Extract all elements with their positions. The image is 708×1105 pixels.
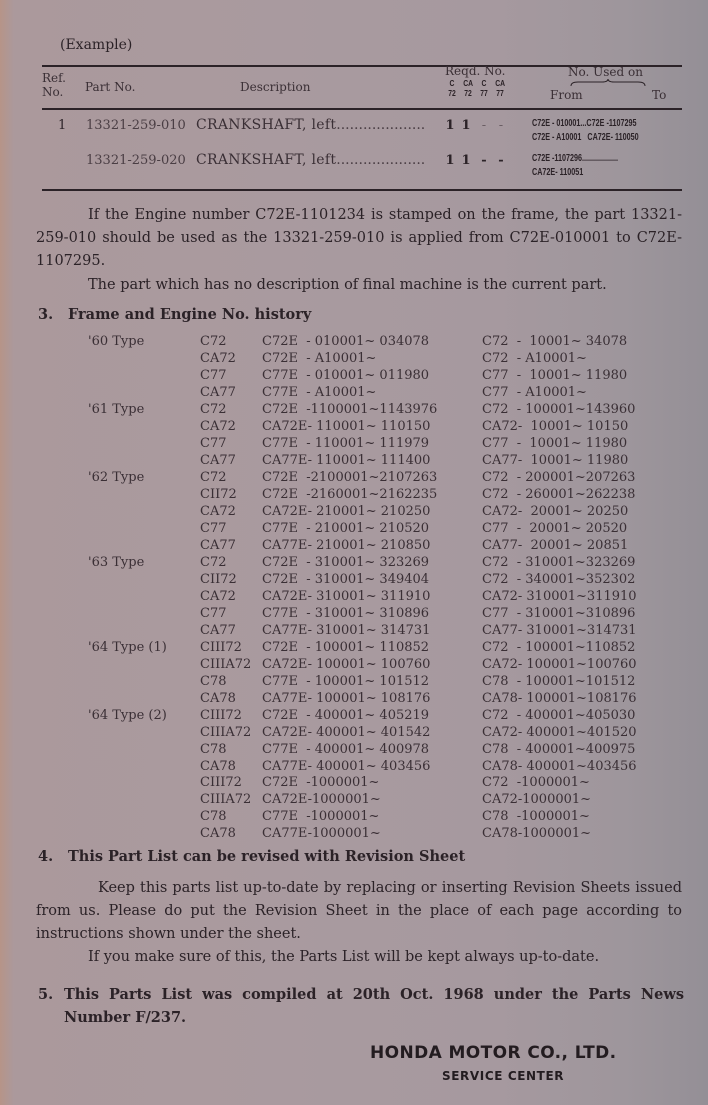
row-2-qty-ca77: - [498, 153, 504, 168]
row-2-part-no: 13321-259-020 [86, 153, 186, 168]
history-engine-no: C72E - 100001~ 110852 [262, 640, 430, 656]
header-ref-no: Ref. No. [42, 71, 66, 99]
history-engine-no: C77E - 110001~ 111979 [262, 435, 430, 451]
history-frame-no: CA72- 400001~401520 [482, 724, 637, 740]
history-type: '60 Type [88, 334, 145, 349]
history-type: '64 Type (1) [88, 640, 167, 656]
row-2-qty-c72: 1 [445, 153, 455, 168]
row-2-used-on: C72E -1107296.................. CA72E- 110051 [532, 153, 619, 178]
history-model: C77 [200, 520, 227, 536]
history-type: '61 Type [88, 402, 145, 418]
history-frame-no: C72 -1000001~ [482, 775, 590, 791]
header-no-used-on: No. Used on [568, 65, 643, 79]
history-model: C77 [200, 435, 227, 451]
history-frame-no: C78 - 400001~400975 [482, 741, 636, 757]
row-2-qty-c77: - [481, 153, 487, 168]
current-part-note: The part which has no description of final machine is the current part. [88, 277, 607, 293]
history-engine-no: C72E - 310001~ 323269 [262, 555, 430, 571]
history-frame-no: C72 - A10001~ [482, 350, 587, 366]
history-frame-no: CA72- 310001~311910 [482, 589, 637, 604]
history-engine-no: C72E -2160001~2162235 [262, 487, 438, 503]
history-engine-no: C72E - A10001~ [262, 350, 377, 366]
history-frame-no: CA77- 20001~ 20851 [482, 537, 629, 553]
history-engine-no: C77E - 310001~ 310896 [262, 605, 430, 621]
department-name: SERVICE CENTER [442, 1069, 565, 1083]
reqd-col-c77: C 77 [480, 78, 488, 98]
history-model: CII72 [200, 487, 237, 503]
history-frame-no: C72 - 200001~207263 [482, 470, 636, 486]
history-engine-no: C72E - 010001~ 034078 [262, 334, 430, 349]
history-model: CA72 [200, 504, 236, 519]
history-engine-no: C72E - 400001~ 405219 [262, 707, 430, 723]
row-1-qty-ca77: - [498, 118, 504, 133]
history-frame-no: C77 - 10001~ 11980 [482, 435, 628, 451]
history-model: C77 [200, 367, 227, 383]
history-model: CIIIA72 [200, 657, 252, 673]
history-model: CA78 [200, 826, 236, 842]
history-frame-no: C72 - 10001~ 34078 [482, 334, 628, 349]
history-frame-no: CA78-1000001~ [482, 826, 592, 842]
history-engine-no: C72E -2100001~2107263 [262, 470, 438, 486]
history-frame-no: C77 - 20001~ 20520 [482, 520, 628, 536]
history-model: C77 [200, 605, 227, 621]
revision-instructions: Keep this parts list up-to-date by replacing or inserting Revision Sheets issued from us. Please do put the Revision Sheet in the place of each page according to instructions shown under the sheet. [36, 880, 682, 942]
history-model: C78 [200, 674, 227, 689]
history-engine-no: CA77E- 400001~ 403456 [262, 758, 431, 774]
history-model: C72 [200, 470, 227, 486]
history-model: CA77 [200, 452, 236, 468]
row-2-qty-ca72: 1 [461, 153, 471, 168]
row-1-ref: 1 [58, 118, 67, 133]
row-1-part-no: 13321-259-010 [86, 118, 186, 133]
history-frame-no: CA78- 400001~403456 [482, 758, 637, 774]
history-frame-no: C72 - 310001~323269 [482, 555, 636, 571]
section-5: 5. This Parts List was compiled at 20th Oct. 1968 under the Parts News Number F/237. [38, 986, 684, 1026]
row-1-used-on: C72E - 010001...C72E -1107295 C72E - A10001 CA72E- 110050 [532, 118, 639, 143]
example-explanation: If the Engine number C72E-1101234 is stamped on the frame, the part 13321-259-010 should be used as the 13321-259-010 is applied from C72E-010001 to C72E-1107295. [36, 207, 682, 269]
history-model: C78 [200, 741, 227, 757]
history-engine-no: CA72E- 100001~ 100760 [262, 657, 431, 673]
history-engine-no: C72E -1100001~1143976 [262, 402, 438, 418]
header-description: Description [240, 80, 311, 94]
history-frame-no: CA72- 100001~100760 [482, 657, 637, 673]
brace-icon [570, 79, 646, 87]
history-engine-no: C72E -1000001~ [262, 775, 380, 791]
history-engine-no: C72E - 310001~ 349404 [262, 572, 430, 588]
row-1-description: CRANKSHAFT, left.................... [196, 117, 426, 133]
history-frame-no: C77 - A10001~ [482, 384, 587, 400]
history-engine-no: CA72E- 210001~ 210250 [262, 504, 431, 519]
history-model: CA78 [200, 690, 236, 706]
history-model: C72 [200, 555, 227, 571]
history-type: '62 Type [88, 470, 145, 486]
history-frame-no: CA78- 100001~108176 [482, 690, 637, 706]
history-frame-no: C77 - 10001~ 11980 [482, 367, 628, 383]
history-model: CA77 [200, 384, 236, 400]
history-frame-no: C72 - 100001~110852 [482, 640, 636, 656]
header-reqd-no: Reqd. No. [445, 64, 506, 78]
reqd-col-ca77: CA 77 [495, 78, 506, 98]
reqd-col-c72: C 72 [448, 78, 456, 98]
history-engine-no: CA72E-1000001~ [262, 792, 381, 808]
history-frame-no: CA77- 310001~314731 [482, 622, 637, 638]
reqd-model-columns [446, 78, 506, 98]
row-2-description: CRANKSHAFT, left.................... [196, 152, 426, 168]
history-engine-no: CA77E- 110001~ 111400 [262, 452, 431, 468]
history-frame-no: C78 -1000001~ [482, 809, 590, 825]
reqd-col-ca72: CA 72 [463, 78, 474, 98]
history-engine-no: C77E -1000001~ [262, 809, 380, 825]
history-model: CA72 [200, 350, 236, 366]
history-model: CIII72 [200, 640, 242, 656]
section-4-heading: 4. This Part List can be revised with Revision Sheet [38, 848, 466, 865]
history-model: C72 [200, 334, 227, 349]
history-frame-no: C72 - 400001~405030 [482, 707, 636, 723]
table-header-rule [42, 108, 682, 110]
table-bottom-rule [42, 189, 682, 191]
history-frame-no: C72 - 100001~143960 [482, 402, 636, 418]
history-engine-no: CA77E-1000001~ [262, 826, 381, 842]
row-1-qty-c72: 1 [445, 118, 455, 133]
history-model: CA77 [200, 537, 236, 553]
row-1-qty-c77: - [481, 118, 487, 133]
history-frame-no: CA77- 10001~ 11980 [482, 452, 629, 468]
history-frame-no: C77 - 310001~310896 [482, 605, 636, 621]
history-engine-no: CA77E- 100001~ 108176 [262, 690, 431, 706]
history-engine-no: CA72E- 400001~ 401542 [262, 724, 431, 740]
history-model: CIIIA72 [200, 724, 252, 740]
section-3-heading: 3. Frame and Engine No. history [38, 306, 312, 323]
history-engine-no: C77E - 100001~ 101512 [262, 674, 430, 689]
history-type: '63 Type [88, 555, 145, 571]
history-model: CA77 [200, 622, 236, 638]
history-frame-no: C72 - 340001~352302 [482, 572, 636, 588]
header-to: To [652, 88, 667, 102]
header-from: From [550, 88, 583, 102]
history-frame-no: C78 - 100001~101512 [482, 674, 636, 689]
history-model: CII72 [200, 572, 237, 588]
history-frame-no: C72 - 260001~262238 [482, 487, 636, 503]
history-frame-no: CA72- 20001~ 20250 [482, 504, 629, 519]
history-engine-no: C77E - 210001~ 210520 [262, 520, 430, 536]
history-model: CIII72 [200, 775, 242, 791]
history-engine-no: CA77E- 310001~ 314731 [262, 622, 431, 638]
revision-note: If you make sure of this, the Parts List will be kept always up-to-date. [88, 949, 600, 965]
example-label: (Example) [60, 37, 133, 53]
header-part-no: Part No. [85, 80, 136, 94]
history-model: CIII72 [200, 707, 242, 723]
history-model: CA78 [200, 758, 236, 774]
history-engine-no: CA72E- 110001~ 110150 [262, 419, 431, 434]
history-model: C78 [200, 809, 227, 825]
company-name: HONDA MOTOR CO., LTD. [370, 1043, 617, 1063]
history-model: C72 [200, 402, 227, 418]
history-engine-no: C77E - 010001~ 011980 [262, 367, 430, 383]
history-frame-no: CA72- 10001~ 10150 [482, 419, 629, 434]
row-1-qty-ca72: 1 [461, 118, 471, 133]
history-type: '64 Type (2) [88, 707, 167, 723]
history-engine-no: CA72E- 310001~ 311910 [262, 589, 431, 604]
history-engine-no: C77E - A10001~ [262, 384, 377, 400]
history-engine-no: CA77E- 210001~ 210850 [262, 537, 431, 553]
history-model: CA72 [200, 589, 236, 604]
history-model: CA72 [200, 419, 236, 434]
history-model: CIIIA72 [200, 792, 252, 808]
history-engine-no: C77E - 400001~ 400978 [262, 741, 430, 757]
history-frame-no: CA72-1000001~ [482, 792, 592, 808]
